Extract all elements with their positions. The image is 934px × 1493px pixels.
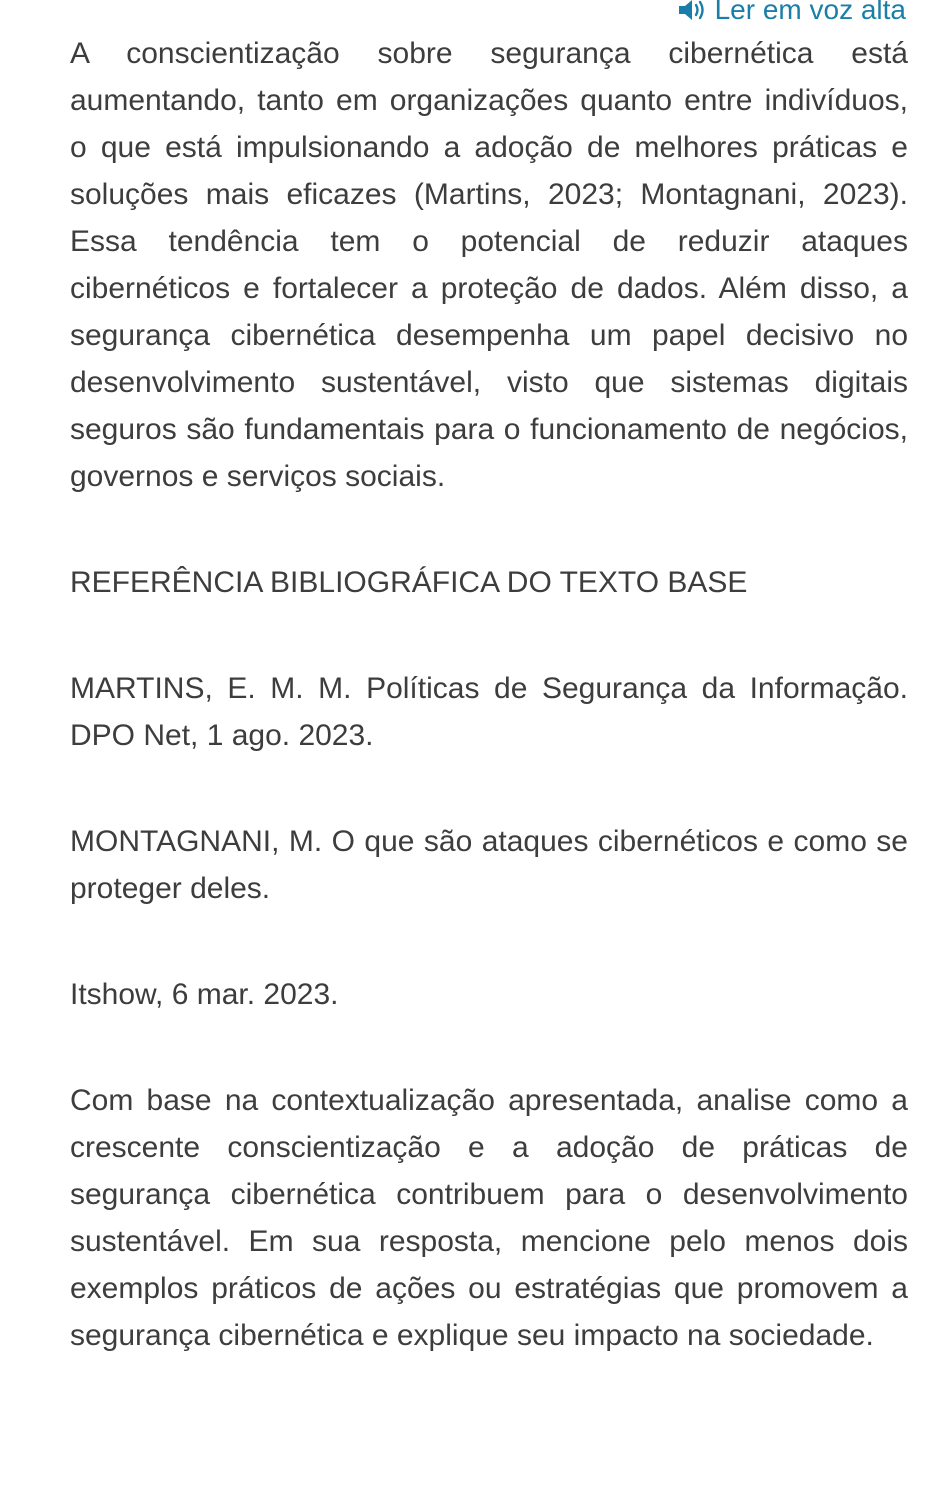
context-paragraph: A conscientização sobre segurança cibernética está aumentando, tanto em organizações quanto entre indivíduos, o que está impulsionando a adoção de melhores práticas e soluções mais eficazes (Martins, 2023; Montagnani, 2023). Essa tendência tem o potencial de reduzir ataques cibernéticos e fortalecer a proteção de dados. Além disso, a segurança cibernética desempenha um papel decisivo no desenvolvimento sustentável, visto que sistemas digitais seguros são fundamentais para o funcionamento de negócios, governos e serviços sociais. <box>70 37 908 493</box>
read-aloud-button[interactable] <box>677 0 906 28</box>
question-content <box>70 30 908 1359</box>
reference-martins: MARTINS, E. M. M. Políticas de Segurança da Informação. DPO Net, 1 ago. 2023. <box>70 672 908 752</box>
references-heading: REFERÊNCIA BIBLIOGRÁFICA DO TEXTO BASE <box>70 566 748 599</box>
read-aloud-label: Ler em voz alta <box>714 0 906 25</box>
reference-montagnani: MONTAGNANI, M. O que são ataques cibernéticos e como se proteger deles. <box>70 825 908 905</box>
reference-montagnani-source: Itshow, 6 mar. 2023. <box>70 978 339 1011</box>
speaker-icon <box>677 0 707 22</box>
question-prompt: Com base na contextualização apresentada, analise como a crescente conscientização e a adoção de práticas de segurança cibernética contribuem para o desenvolvimento sustentável. Em sua resposta, mencione pelo menos dois exemplos práticos de ações ou estratégias que promovem a segurança cibernética e explique seu impacto na sociedade. <box>70 1084 908 1352</box>
